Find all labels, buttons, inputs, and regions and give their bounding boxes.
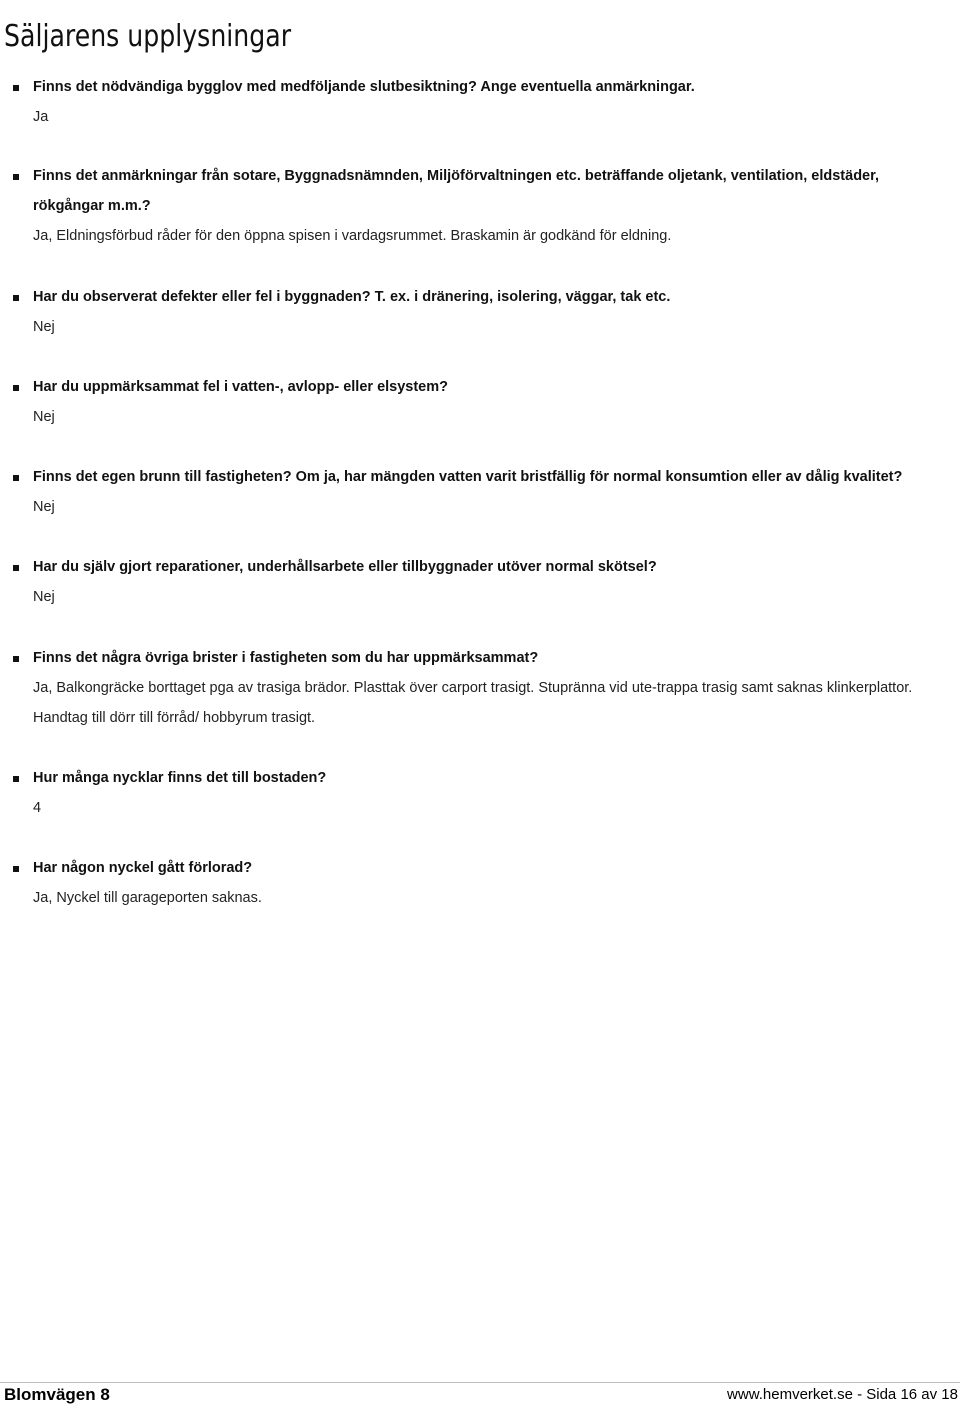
question-text: Har du själv gjort reparationer, underhållsarbete eller tillbyggnader utöver normal skötsel?: [33, 559, 657, 575]
answer-text: Nej: [33, 319, 55, 335]
square-bullet-icon: [13, 866, 19, 872]
answer-text: Ja, Balkongräcke borttaget pga av trasiga brädor. Plasttak över carport trasigt. Stupränna vid ute-trappa trasig samt saknas klinkerplattor. Handtag till dörr till förråd/ hobbyrum trasigt.: [33, 680, 913, 726]
footer-divider: [0, 1382, 960, 1383]
square-bullet-icon: [13, 776, 19, 782]
square-bullet-icon: [13, 565, 19, 571]
answer-text: Nej: [33, 589, 55, 605]
page-title: Säljarens upplysningar: [4, 19, 292, 55]
question-text: Finns det anmärkningar från sotare, Byggnadsnämnden, Miljöförvaltningen etc. beträffande oljetank, ventilation, eldstäder, rökgångar m.m.?: [33, 168, 879, 214]
question-text: Har du uppmärksammat fel i vatten-, avlopp- eller elsystem?: [33, 379, 448, 395]
square-bullet-icon: [13, 475, 19, 481]
question-text: Har du observerat defekter eller fel i byggnaden? T. ex. i dränering, isolering, väggar, tak etc.: [33, 289, 671, 305]
answer-text: Ja: [33, 109, 49, 125]
question-text: Hur många nycklar finns det till bostaden?: [33, 770, 327, 786]
question-text: Finns det några övriga brister i fastigheten som du har uppmärksammat?: [33, 650, 539, 666]
square-bullet-icon: [13, 656, 19, 662]
square-bullet-icon: [13, 85, 19, 91]
question-text: Finns det egen brunn till fastigheten? Om ja, har mängden vatten varit bristfällig för normal konsumtion eller av dålig kvalitet?: [33, 469, 903, 485]
answer-text: Ja, Nyckel till garageporten saknas.: [33, 890, 262, 906]
answer-text: 4: [33, 800, 42, 816]
answer-text: Nej: [33, 499, 55, 515]
footer-property-name: Blomvägen 8: [4, 1385, 110, 1404]
square-bullet-icon: [13, 174, 19, 180]
square-bullet-icon: [13, 295, 19, 301]
square-bullet-icon: [13, 385, 19, 391]
footer-site-and-page: www.hemverket.se - Sida 16 av 18: [727, 1386, 958, 1403]
answer-text: Nej: [33, 409, 55, 425]
question-text: Har någon nyckel gått förlorad?: [33, 860, 253, 876]
answer-text: Ja, Eldningsförbud råder för den öppna spisen i vardagsrummet. Braskamin är godkänd för eldning.: [33, 228, 672, 244]
question-text: Finns det nödvändiga bygglov med medföljande slutbesiktning? Ange eventuella anmärkningar.: [33, 79, 695, 95]
